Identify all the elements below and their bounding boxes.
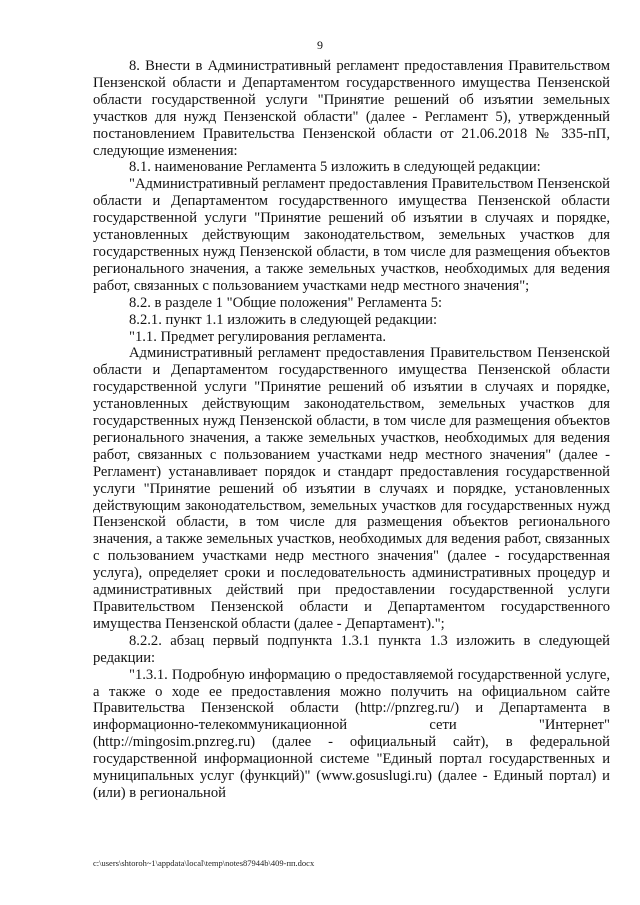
document-body (93, 58, 610, 802)
paragraph-1-1-body: Административный регламент предоставления Правительством Пензенской области и Департаментом государственного имущества Пензенской области государственной услуги "Принятие решений об изъятии в случаях и порядке, установленных действующим законодательством, земельных участков для государственных нужд Пензенской области, в том числе для размещения объектов регионального значения, а также земельных участков, необходимых для ведения работ, связанных с пользованием участками недр местного значения" (далее - Регламент) устанавливает порядок и стандарт предоставления государственной услуги "Принятие решений об изъятии в случаях и порядке, установленных действующим законодательством, земельных участков для государственных нужд Пензенской области, в том числе для размещения объектов регионального значения, а также земельных участков, необходимых для ведения работ, связанных с пользованием участками недр местного значения" (далее - государственная услуга), определяет сроки и последовательность административных процедур и административных действий при предоставлении государственной услуги Правительством Пензенской области и Департаментом государственного имущества Пензенской области (далее - Департамент)."; (93, 345, 610, 632)
paragraph-8-2-1: 8.2.1. пункт 1.1 изложить в следующей редакции: (129, 311, 438, 328)
paragraph-8-2: 8.2. в разделе 1 "Общие положения" Регламента 5: (129, 294, 443, 311)
paragraph-1-1-heading: "1.1. Предмет регулирования регламента. (129, 328, 387, 345)
paragraph-8: 8. Внести в Административный регламент предоставления Правительством Пензенской области и Департаментом государственного имущества Пензенской области государственной услуги "Принятие решений об изъятии земельных участков для нужд Пензенской области" (далее - Регламент 5), утвержденный постановлением Правительства Пензенской области от 21.06.2018 № 335-пП, следующие изменения: (93, 58, 610, 159)
paragraph-8-1: 8.1. наименование Регламента 5 изложить в следующей редакции: (129, 159, 541, 176)
footer-file-path: c:\users\shtoroh~1\appdata\local\temp\notes87944b\409-пп.docx (93, 858, 315, 868)
paragraph-regulation-title: "Административный регламент предоставления Правительством Пензенской области и Департаментом государственного имущества Пензенской области государственной услуги "Принятие решений об изъятии в случаях и порядке, установленных действующим законодательством, земельных участков для государственных нужд Пензенской области, в том числе для размещения объектов регионального значения, а также земельных участков, необходимых для ведения работ, связанных с пользованием участками недр местного значения"; (93, 176, 610, 294)
paragraph-8-2-2: 8.2.2. абзац первый подпункта 1.3.1 пункта 1.3 изложить в следующей редакции: (93, 632, 610, 666)
page-number: 9 (317, 38, 323, 52)
paragraph-1-3-1: "1.3.1. Подробную информацию о предоставляемой государственной услуге, а также о ходе ее предоставления можно получить на официальном сайте Правительства Пензенской области (http://pnzreg.ru/) и Департамента в информационно-телекоммуникационной сети "Интернет" (http://mingosim.pnzreg.ru) (далее - официальный сайт), в федеральной государственной информационной системе "Единый портал государственных и муниципальных услуг (функций)" (www.gosuslugi.ru) (далее - Единый портал) и (или) в региональной (93, 666, 610, 801)
